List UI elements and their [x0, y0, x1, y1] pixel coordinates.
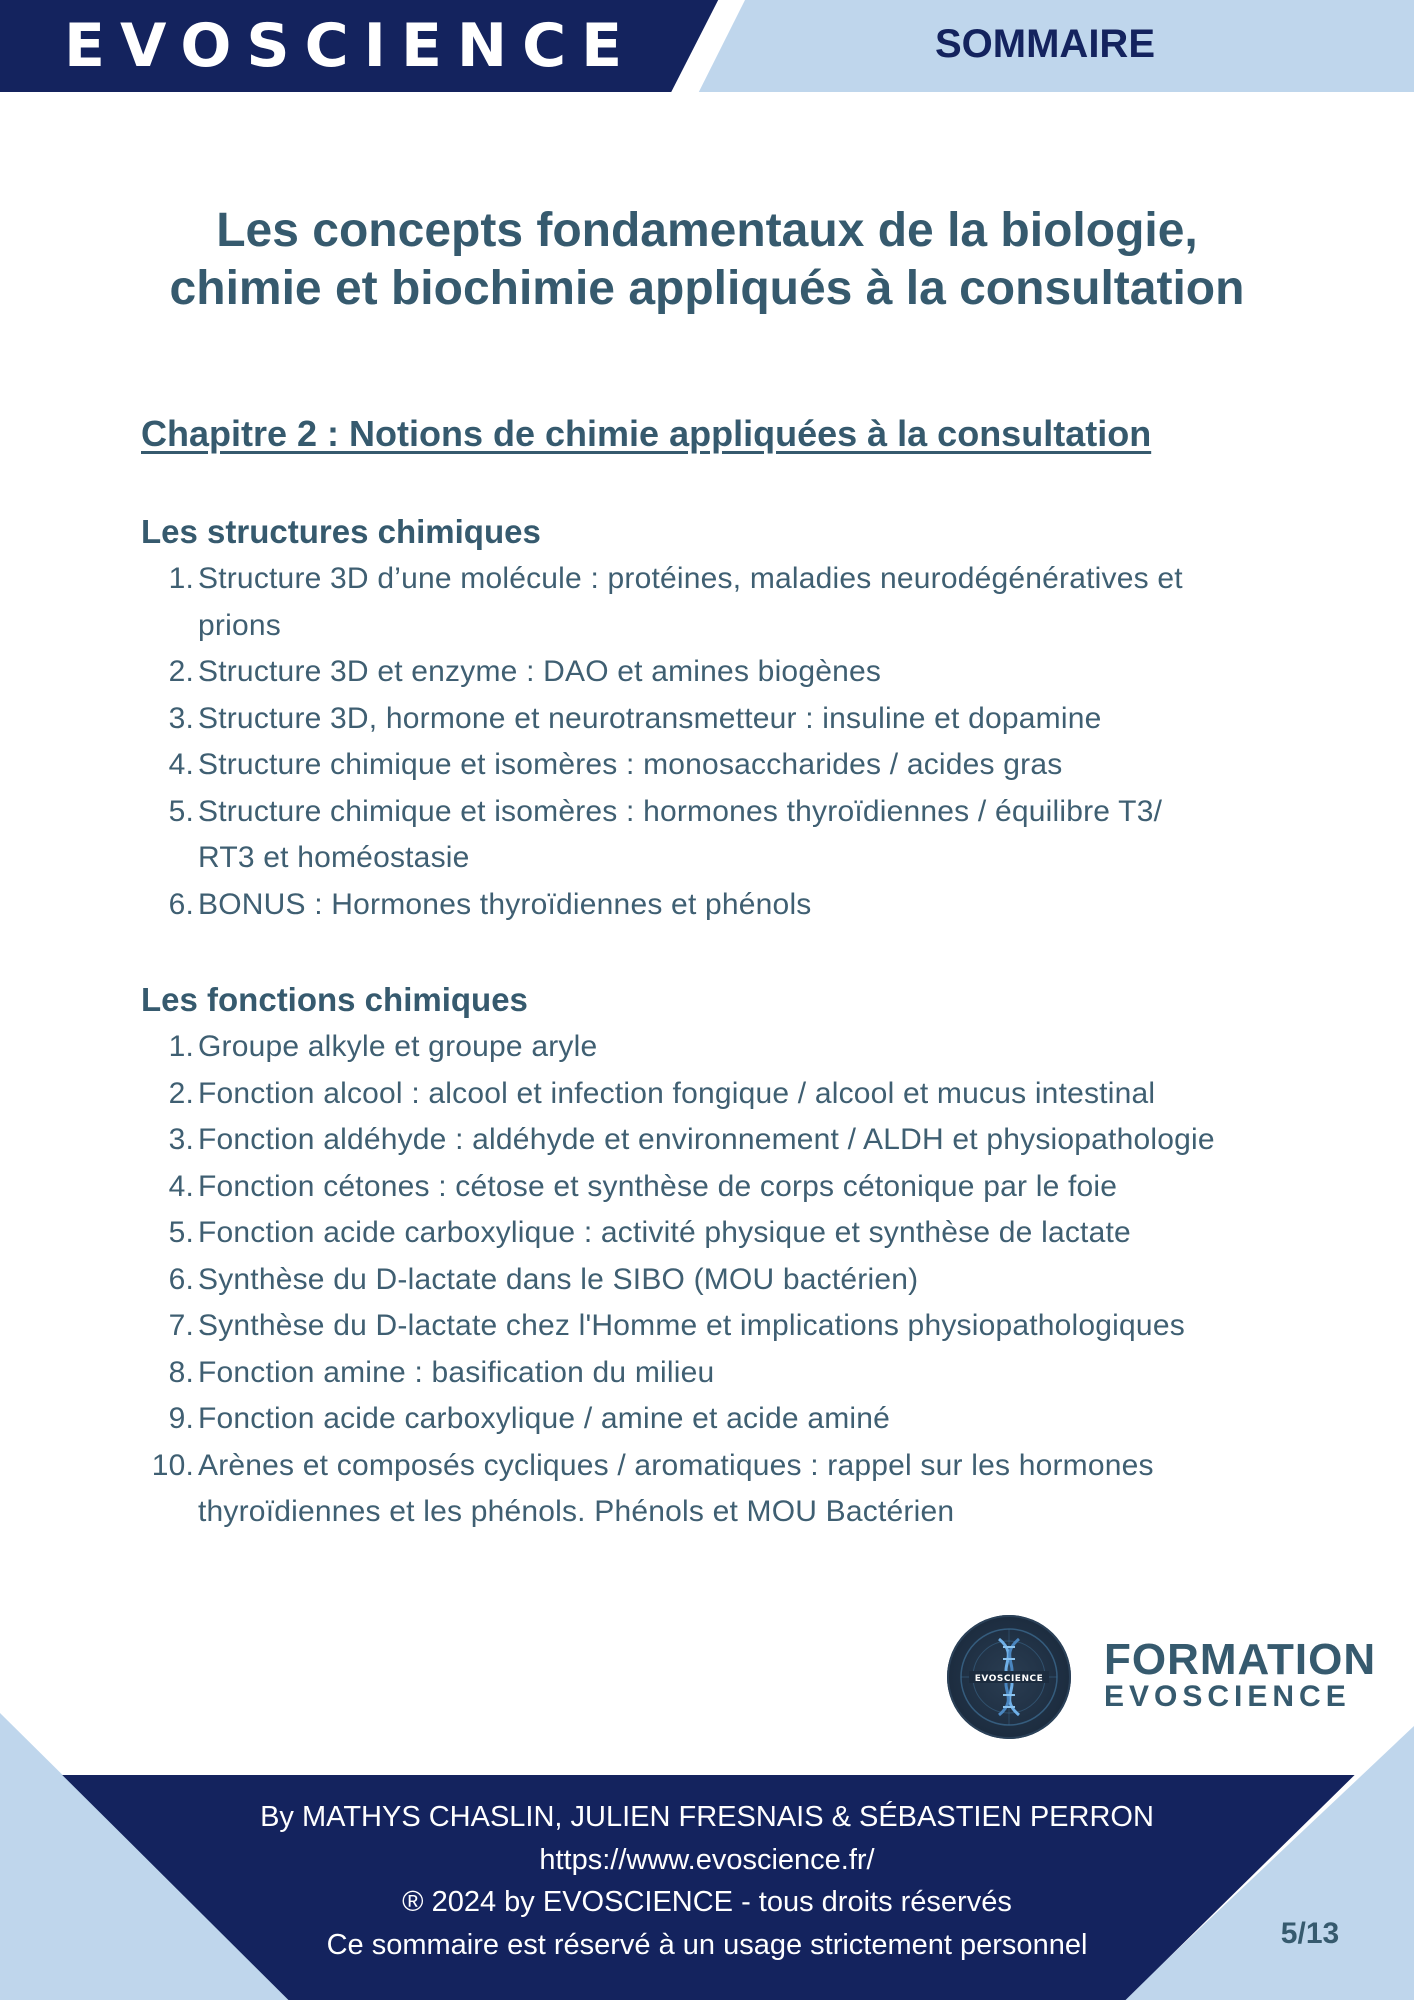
list-item-text: Structure chimique et isomères : monosaccharides / acides gras [198, 748, 1063, 781]
logo-formation-text: FORMATION [1104, 1635, 1377, 1684]
list-item [141, 1024, 1321, 1071]
section-heading: Les fonctions chimiques [141, 981, 528, 1018]
list-item-text: Structure chimique et isomères : hormones thyroïdiennes / équilibre T3/ [198, 794, 1163, 828]
section-heading: Les structures chimiques [141, 513, 541, 550]
list-item [141, 1117, 1321, 1164]
dna-helix-icon [947, 1615, 1071, 1739]
list-item-text: Fonction aldéhyde : aldéhyde et environnement / ALDH et physiopathologie [198, 1123, 1215, 1156]
list-item-number: 9. [168, 1402, 194, 1435]
list-item-number: 5. [168, 1216, 194, 1249]
list-item-number: 2. [168, 655, 194, 688]
list-item-number: 4. [168, 1169, 194, 1203]
chapter-heading: Chapitre 2 : Notions de chimie appliquées à la consultation [141, 413, 1152, 454]
list-item-number: 6. [168, 887, 194, 921]
list-item [141, 742, 1321, 789]
list-item-text: Structure 3D et enzyme : DAO et amines biogènes [198, 655, 882, 688]
list-item-text: Structure 3D d’une molécule : protéines, maladies neurodégénératives et [198, 562, 1183, 595]
footer-notice: Ce sommaire est réservé à un usage strictement personnel [326, 1928, 1088, 1961]
list-item [141, 1350, 1321, 1397]
document-title-line-1: Les concepts fondamentaux de la biologie, [216, 204, 1198, 257]
list-item-number: 10. [151, 1448, 194, 1482]
list-item [141, 1303, 1321, 1350]
list-item-text: Groupe alkyle et groupe aryle [198, 1030, 598, 1063]
list-item-text: Structure 3D, hormone et neurotransmetteur : insuline et dopamine [198, 701, 1102, 735]
list-item-text: prions [198, 608, 281, 642]
footer-text [200, 1796, 1214, 1966]
document-title-line-2: chimie et biochimie appliqués à la consultation [169, 262, 1245, 315]
footer-authors: By MATHYS CHASLIN, JULIEN FRESNAIS & SÉBASTIEN PERRON [260, 1801, 1154, 1833]
list-item-number: 4. [168, 748, 194, 781]
brand-wordmark: EVOSCIENCE [64, 11, 638, 81]
logo-evoscience-text: EVOSCIENCE [1104, 1680, 1351, 1713]
section-label: SOMMAIRE [935, 22, 1155, 66]
list-item [141, 556, 1321, 649]
list-item-text: RT3 et homéostasie [198, 841, 470, 874]
footer-url[interactable]: https://www.evoscience.fr/ [539, 1843, 875, 1876]
list-item [141, 1164, 1321, 1211]
section-list [141, 1024, 1321, 1536]
list-item [141, 1257, 1321, 1304]
page-number: 5/13 [1280, 1917, 1340, 1950]
list-item [141, 882, 1321, 929]
list-item-number: 2. [168, 1076, 194, 1110]
list-item [141, 1210, 1321, 1257]
list-item-text: Fonction cétones : cétose et synthèse de corps cétonique par le foie [198, 1169, 1118, 1203]
list-item-text: Fonction acide carboxylique : activité physique et synthèse de lactate [198, 1216, 1131, 1249]
list-item [141, 1071, 1321, 1118]
list-item-text: Synthèse du D-lactate dans le SIBO (MOU bactérien) [198, 1262, 919, 1296]
list-item [141, 649, 1321, 696]
list-item-text: Synthèse du D-lactate chez l'Homme et implications physiopathologiques [198, 1309, 1185, 1342]
list-item-number: 5. [168, 794, 194, 828]
list-item-number: 3. [168, 701, 194, 735]
list-item-number: 3. [168, 1123, 194, 1156]
section-list [141, 556, 1321, 928]
section-fonctions [141, 976, 1321, 1536]
list-item [141, 789, 1321, 882]
list-item [141, 1396, 1321, 1443]
emblem-text: EVOSCIENCE [974, 1674, 1044, 1684]
list-item-number: 1. [168, 1030, 194, 1063]
footer-copyright: ® 2024 by EVOSCIENCE - tous droits réservés [402, 1886, 1012, 1918]
list-item-text: Fonction alcool : alcool et infection fongique / alcool et mucus intestinal [198, 1076, 1156, 1110]
list-item [141, 696, 1321, 743]
document-title [100, 202, 1314, 318]
evoscience-logo-emblem [947, 1615, 1071, 1739]
list-item [141, 1443, 1321, 1536]
list-item-text: BONUS : Hormones thyroïdiennes et phénols [198, 887, 812, 921]
list-item-number: 7. [168, 1309, 194, 1342]
list-item-number: 6. [168, 1262, 194, 1296]
section-structures [141, 508, 1321, 928]
list-item-number: 1. [168, 562, 194, 595]
list-item-number: 8. [168, 1355, 194, 1389]
list-item-text: thyroïdiennes et les phénols. Phénols et MOU Bactérien [198, 1495, 955, 1528]
list-item-text: Fonction acide carboxylique / amine et acide aminé [198, 1402, 891, 1435]
list-item-text: Arènes et composés cycliques / aromatiques : rappel sur les hormones [198, 1448, 1154, 1482]
list-item-text: Fonction amine : basification du milieu [198, 1355, 715, 1389]
